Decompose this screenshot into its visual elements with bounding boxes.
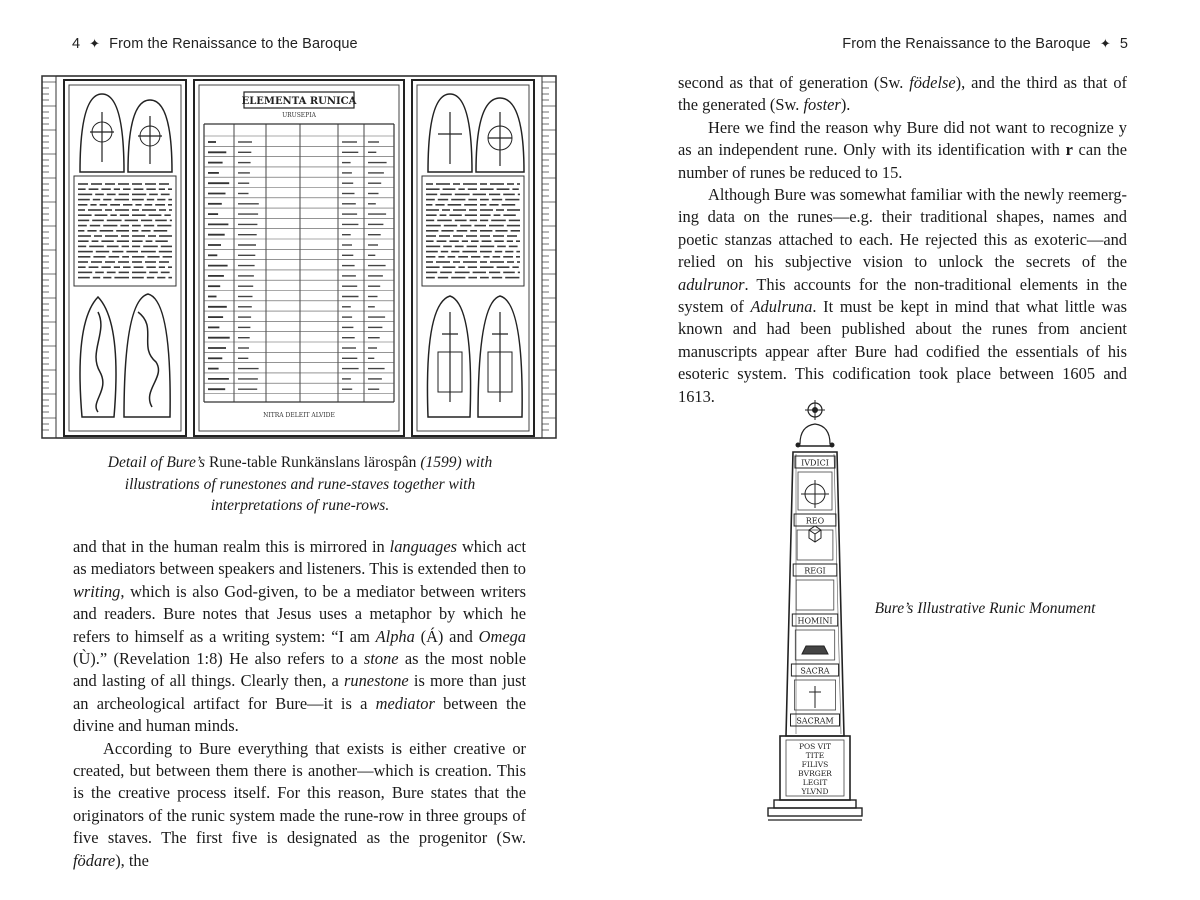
page-number: 5 — [1119, 36, 1128, 52]
monument-panel — [796, 580, 834, 610]
text-run: ), and the third as that of the generated (Sw. — [678, 73, 1127, 115]
monument-inscription-line: POS VIT — [798, 742, 832, 751]
text-run: and that in the human realm this is mirrored in — [73, 537, 390, 556]
text-run: (Á) and — [414, 626, 479, 646]
running-head-left — [72, 36, 358, 52]
text-run: födare — [73, 850, 116, 870]
text-run: ). — [840, 95, 851, 115]
paragraph — [73, 536, 526, 738]
text-run: (Ù).” (Revelation 1:8) He also refers to a — [73, 649, 364, 669]
paragraph — [678, 72, 1127, 117]
figure-bottom: NITRA DELEIT ALVIDE — [263, 412, 335, 419]
text-run: which act as mediators between speakers and listeners. This is extended then to — [73, 537, 527, 579]
text-run: Here we find the reason why Bure did not want to recognize y as an independent rune. Only with its identification with — [678, 117, 1127, 160]
left-body-text — [73, 536, 526, 872]
text-run: Although Bure was somewhat familiar with the newly reemerging data on the runes—e.g. their traditional shapes, names and poetic stanzas attached to each. He rejected this as exoteric—and relied on his subjective vision to unlock the secrets of the — [678, 185, 1127, 272]
text-run: r — [1065, 140, 1073, 160]
monument-label: SACRAM — [796, 716, 834, 726]
monument-label: IVDICI — [801, 458, 829, 468]
paragraph — [678, 184, 1127, 408]
text-run: According to Bure everything that exists is either creative or created, but between them there is another—which is creation. This is the creative process itself. For this reason, Bure states that the originators of the runic system made the rune-row in three groups of five staves. The first five is designated as the progenitor (Sw. — [73, 738, 526, 848]
text-run: runestone — [344, 671, 409, 691]
monument-inscription-line: LEGIT — [802, 778, 828, 787]
text-run: födelse — [909, 73, 956, 92]
monument-label: REO — [805, 516, 825, 526]
text-run: is more than just an archeological artifact for Bure—it is a — [73, 671, 527, 713]
running-head-title: From the Renaissance to the Baroque — [109, 36, 358, 52]
star-ornament: ✦ — [1099, 36, 1111, 51]
text-run: between the divine and human minds. — [73, 693, 526, 736]
text-run: Adulruna — [750, 297, 813, 317]
text-run: foster — [803, 95, 841, 115]
paragraph — [73, 738, 526, 872]
text-run: writing — [73, 581, 121, 601]
rune-table-illustration — [38, 72, 560, 442]
runic-monument-illustration — [760, 396, 870, 830]
running-head-title: From the Renaissance to the Baroque — [842, 36, 1091, 52]
caption-run: (1599) with illustrations of runestones and rune-staves together with interpretations of rune-rows. — [124, 454, 493, 514]
text-run: . This accounts for the non-traditional elements in the system of — [678, 274, 1127, 317]
page-number: 4 — [72, 36, 81, 52]
text-run: adulrunor — [678, 274, 745, 294]
monument-inscription-line: FILIVS — [801, 760, 829, 769]
monument-panel — [795, 630, 834, 660]
monument-label: REGI — [804, 566, 826, 576]
text-run: , which is also God-given, to be a mediator between writers and readers. Bure notes that Jesus uses a metaphor by which he refers to himself as a writing system: “I am — [73, 581, 526, 646]
text-run: Alpha — [375, 626, 415, 646]
figure-caption-left — [100, 452, 500, 517]
cube-emblem — [809, 526, 821, 542]
text-run: can the number of runes be reduced to 15. — [678, 140, 1128, 182]
monument-inscription-line: YLVND — [801, 787, 829, 796]
paragraph — [678, 117, 1127, 184]
figure-subtitle: URUSEPIA — [282, 112, 316, 119]
caption-run: Detail of Bure’s — [107, 454, 209, 471]
text-run: languages — [389, 537, 458, 556]
text-run: as the most noble and lasting of all things. Clearly then, a — [73, 649, 526, 691]
text-run: stone — [363, 649, 399, 669]
text-run: Omega — [478, 626, 526, 646]
monument-label: SACRA — [800, 666, 830, 676]
monument-inscription-line: BVRGER — [798, 769, 832, 778]
text-run: ), the — [115, 850, 149, 870]
text-run: mediator — [375, 693, 435, 713]
text-run: . It must be kept in mind that what little was known and had been published about the runes from ancient manuscripts appear after Bure had codified the essentials of his esoteric system. This codification took place between 1605 and 1613. — [678, 297, 1127, 406]
text-run: second as that of generation (Sw. — [678, 73, 910, 92]
star-ornament: ✦ — [89, 36, 101, 51]
right-body-text — [678, 72, 1127, 408]
monument-inscription-line: TITE — [805, 751, 825, 760]
caption-run: Rune-table Runkänslans lärospân — [208, 454, 417, 471]
altar-emblem — [802, 646, 828, 654]
figure-caption-right: Bure’s Illustrative Runic Monument — [874, 600, 1096, 617]
monument-label: HOMINI — [797, 616, 833, 626]
figure-title: ELEMENTA RUNICA — [241, 96, 357, 107]
running-head-right — [842, 36, 1128, 52]
